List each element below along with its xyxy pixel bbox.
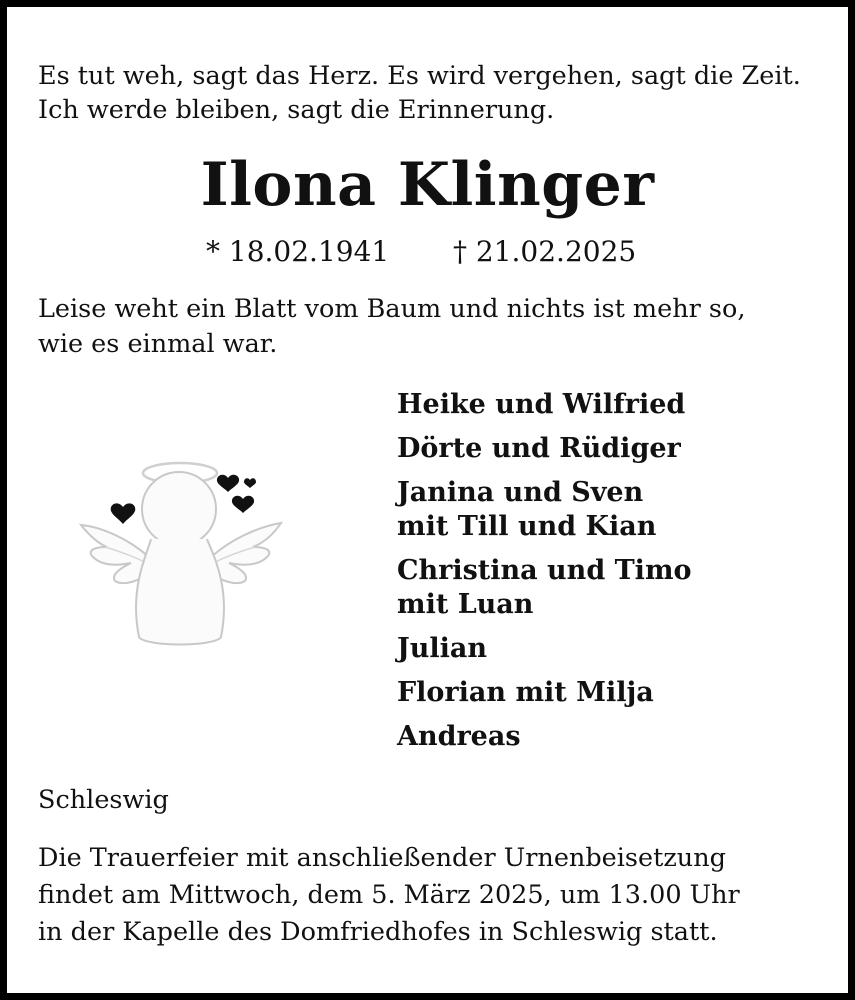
deceased-name: Ilona Klinger [200, 150, 655, 220]
service-line: findet am Mittwoch, dem 5. März 2025, um 13.00 Uhr [38, 880, 740, 910]
service-line: Die Trauerfeier mit anschließender Urnenbeisetzung [38, 843, 726, 873]
saying-line: Leise weht ein Blatt vom Baum und nichts ist mehr so, [38, 294, 746, 324]
family-entry [397, 632, 692, 666]
quote-line: Ich werde bleiben, sagt die Erinnerung. [38, 95, 555, 125]
service-line: in der Kapelle des Domfriedhofes in Schleswig statt. [38, 917, 718, 947]
family-entry [397, 388, 692, 422]
family-line: Andreas [397, 721, 521, 752]
family-line: Christina und Timo [397, 555, 692, 586]
saying-line: wie es einmal war. [38, 329, 278, 359]
family-line: Janina und Sven [397, 477, 644, 508]
place-name: Schleswig [38, 785, 169, 815]
family-entry [397, 476, 692, 544]
birth-date: * 18.02.1941 [206, 235, 390, 268]
family-line: Dörte und Rüdiger [397, 433, 681, 464]
memorial-saying [38, 292, 745, 362]
funeral-service-info [38, 840, 740, 951]
family-entry [397, 720, 692, 754]
family-list [397, 388, 692, 764]
family-line: Florian mit Milja [397, 677, 654, 708]
family-line: Julian [397, 633, 488, 664]
family-line: Heike und Wilfried [397, 389, 686, 420]
family-line: mit Till und Kian [397, 511, 657, 542]
death-date: † 21.02.2025 [453, 235, 637, 268]
family-entry [397, 676, 692, 710]
family-entry [397, 432, 692, 466]
family-line: mit Luan [397, 589, 534, 620]
opening-quote [38, 59, 801, 127]
quote-line: Es tut weh, sagt das Herz. Es wird vergehen, sagt die Zeit. [38, 61, 801, 91]
family-entry [397, 554, 692, 622]
angel-with-hearts-icon [67, 447, 297, 657]
